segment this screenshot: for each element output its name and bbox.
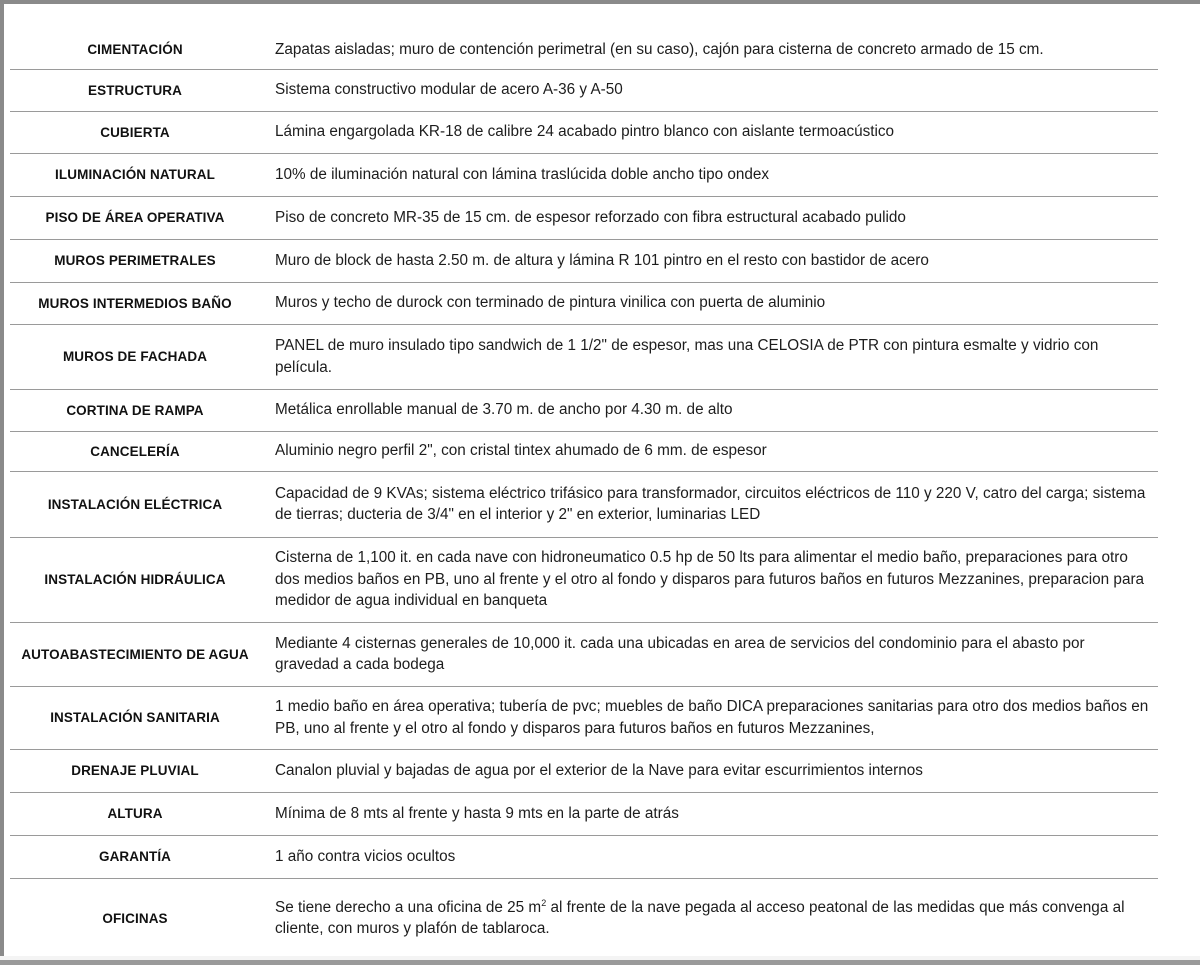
- row-text-oficinas: [260, 878, 1158, 958]
- top-border: [0, 0, 1200, 4]
- table-row: [10, 324, 1158, 389]
- row-label-drenaje-pluvial: DRENAJE PLUVIAL: [10, 749, 260, 792]
- row-label-iluminacion-natural: ILUMINACIÓN NATURAL: [10, 153, 260, 196]
- row-text-altura: Mínima de 8 mts al frente y hasta 9 mts en la parte de atrás: [260, 792, 1158, 835]
- table-row: [10, 431, 1158, 471]
- table-row: [10, 686, 1158, 749]
- row-text-instalacion-sanitaria: 1 medio baño en área operativa; tubería de pvc; muebles de baño DICA preparaciones sanitarias para otro dos medios baños en PB, uno al frente y el otro al fondo y disparos para futuros baños en futuros Mezzanines,: [260, 686, 1158, 749]
- row-text-muros-intermedios-bano: Muros y techo de durock con terminado de pintura vinilica con puerta de aluminio: [260, 282, 1158, 324]
- row-label-muros-fachada: MUROS DE FACHADA: [10, 324, 260, 389]
- row-text-piso-area-operativa: Piso de concreto MR-35 de 15 cm. de espesor reforzado con fibra estructural acabado pulido: [260, 196, 1158, 239]
- row-label-instalacion-sanitaria: INSTALACIÓN SANITARIA: [10, 686, 260, 749]
- row-text-instalacion-electrica: Capacidad de 9 KVAs; sistema eléctrico trifásico para transformador, circuitos eléctricos de 110 y 220 V, catro del carga; sistema de tierras; ducteria de 3/4" en el interior y 2" en exterior, luminarias LED: [260, 471, 1158, 537]
- row-label-muros-perimetrales: MUROS PERIMETRALES: [10, 239, 260, 282]
- row-label-garantia: GARANTÍA: [10, 835, 260, 878]
- row-label-canceleria: CANCELERÍA: [10, 431, 260, 471]
- row-label-piso-area-operativa: PISO DE ÁREA OPERATIVA: [10, 196, 260, 239]
- table-row: [10, 389, 1158, 431]
- left-border: [0, 0, 4, 965]
- row-text-autoabastecimiento-agua: Mediante 4 cisternas generales de 10,000 it. cada una ubicadas en area de servicios del condominio para el abasto por gravedad a cada bodega: [260, 622, 1158, 686]
- table-row: [10, 196, 1158, 239]
- row-text-canceleria: Aluminio negro perfil 2", con cristal tintex ahumado de 6 mm. de espesor: [260, 431, 1158, 471]
- row-label-altura: ALTURA: [10, 792, 260, 835]
- bottom-border: [0, 960, 1200, 965]
- table-row: [10, 282, 1158, 324]
- row-label-cimentacion: CIMENTACIÓN: [10, 30, 260, 69]
- oficinas-text-end: al frente de la nave pegada al acceso peatonal de las medidas que más convenga al cliente, con muros y plafón de tablaroca.: [275, 898, 1125, 938]
- row-label-muros-intermedios-bano: MUROS INTERMEDIOS BAÑO: [10, 282, 260, 324]
- row-label-autoabastecimiento-agua: AUTOABASTECIMIENTO DE AGUA: [10, 622, 260, 686]
- row-text-muros-fachada: PANEL de muro insulado tipo sandwich de 1 1/2" de espesor, mas una CELOSIA de PTR con pintura esmalte y vidrio con película.: [260, 324, 1158, 389]
- row-text-muros-perimetrales: Muro de block de hasta 2.50 m. de altura y lámina R 101 pintro en el resto con bastidor de acero: [260, 239, 1158, 282]
- specifications-table: [10, 30, 1158, 958]
- table-row: [10, 878, 1158, 958]
- row-label-cortina-rampa: CORTINA DE RAMPA: [10, 389, 260, 431]
- table-row: [10, 537, 1158, 622]
- row-text-estructura: Sistema constructivo modular de acero A-36 y A-50: [260, 69, 1158, 111]
- row-text-drenaje-pluvial: Canalon pluvial y bajadas de agua por el exterior de la Nave para evitar escurrimientos internos: [260, 749, 1158, 792]
- square-meter-superscript: 2: [541, 897, 547, 908]
- table-row: [10, 153, 1158, 196]
- table-row: [10, 111, 1158, 153]
- table-row: [10, 69, 1158, 111]
- table-row: [10, 622, 1158, 686]
- row-label-oficinas: OFICINAS: [102, 910, 168, 926]
- row-label-estructura: ESTRUCTURA: [10, 69, 260, 111]
- row-text-cimentacion: Zapatas aisladas; muro de contención perimetral (en su caso), cajón para cisterna de concreto armado de 15 cm.: [260, 30, 1158, 69]
- table-row: [10, 749, 1158, 792]
- table-row: [10, 239, 1158, 282]
- row-text-cubierta: Lámina engargolada KR-18 de calibre 24 acabado pintro blanco con aislante termoacústico: [260, 111, 1158, 153]
- row-text-instalacion-hidraulica: Cisterna de 1,100 it. en cada nave con hidroneumatico 0.5 hp de 50 lts para alimentar el medio baño, preparaciones para otro dos medios baños en PB, uno al frente y el otro al fondo y disparos para futuros baños en futuros Mezzanines, preparacion para medidor de agua individual en banqueta: [260, 537, 1158, 622]
- row-text-iluminacion-natural: 10% de iluminación natural con lámina traslúcida doble ancho tipo ondex: [260, 153, 1158, 196]
- table-row: [10, 471, 1158, 537]
- row-label-cubierta: CUBIERTA: [10, 111, 260, 153]
- oficinas-text-start: Se tiene derecho a una oficina de 25 m: [275, 898, 542, 916]
- table-row: [10, 792, 1158, 835]
- table-row: [10, 835, 1158, 878]
- row-label-instalacion-electrica: INSTALACIÓN ELÉCTRICA: [10, 471, 260, 537]
- row-text-cortina-rampa: Metálica enrollable manual de 3.70 m. de ancho por 4.30 m. de alto: [260, 389, 1158, 431]
- table-row: [10, 30, 1158, 69]
- row-text-garantia: 1 año contra vicios ocultos: [260, 835, 1158, 878]
- row-label-instalacion-hidraulica: INSTALACIÓN HIDRÁULICA: [10, 537, 260, 622]
